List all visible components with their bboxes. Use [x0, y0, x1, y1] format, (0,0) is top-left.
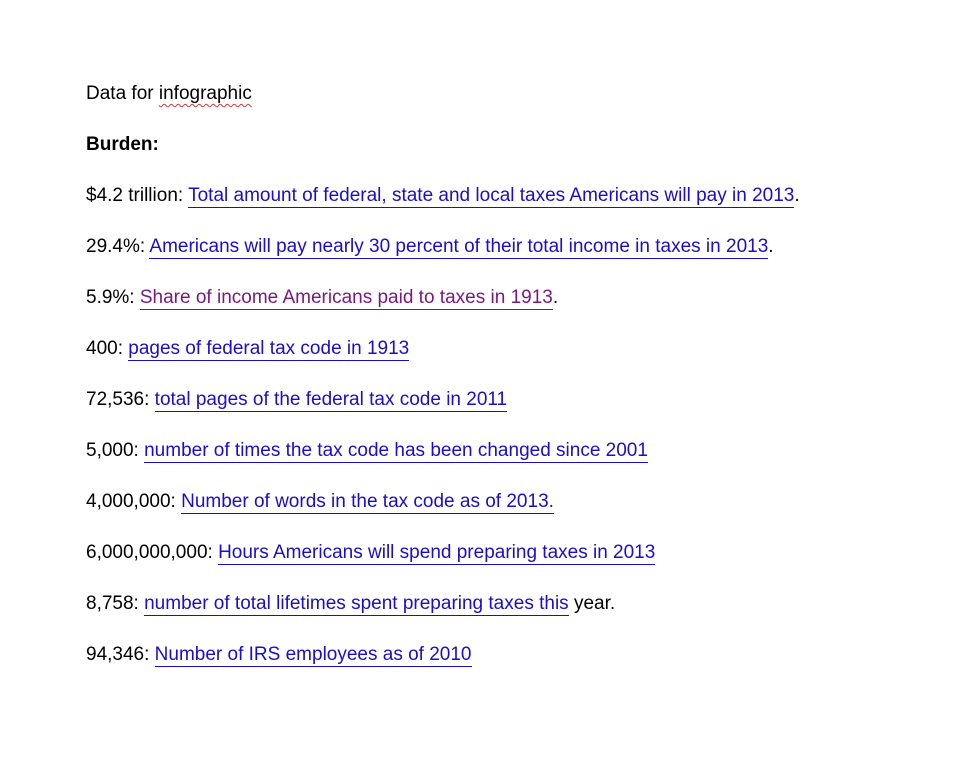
intro-line — [86, 80, 956, 108]
data-item — [86, 437, 956, 465]
intro-prefix: Data for — [86, 83, 159, 104]
source-link[interactable]: Americans will pay nearly 30 percent of their total income in taxes in 2013 — [149, 236, 769, 257]
item-value: 72,536: — [86, 389, 155, 410]
source-link[interactable]: Number of IRS employees as of 2010 — [154, 644, 472, 665]
data-item — [86, 539, 956, 567]
source-link[interactable]: pages of federal tax code in 1913 — [128, 338, 410, 359]
item-value: 8,758: — [86, 593, 145, 614]
item-value: 5,000: — [86, 440, 145, 461]
data-item — [86, 233, 956, 261]
item-value: 94,346: — [86, 644, 155, 665]
data-item — [86, 488, 956, 516]
misspelled-word[interactable]: infographic — [158, 83, 252, 104]
data-item — [86, 641, 956, 669]
item-value: 5.9%: — [86, 287, 140, 308]
document-body — [86, 80, 956, 692]
item-value: 29.4%: — [86, 236, 150, 257]
item-suffix: . — [794, 185, 800, 206]
data-item — [86, 182, 956, 210]
item-value: 400: — [86, 338, 129, 359]
data-item — [86, 335, 956, 363]
section-heading: Burden: — [86, 134, 159, 155]
item-value: $4.2 trillion: — [86, 185, 189, 206]
item-suffix: . — [768, 236, 774, 257]
source-link[interactable]: number of times the tax code has been changed since 2001 — [144, 440, 648, 461]
item-suffix: year. — [568, 593, 616, 614]
item-value: 4,000,000: — [86, 491, 182, 512]
data-item — [86, 386, 956, 414]
source-link-visited[interactable]: Share of income Americans paid to taxes in 1913 — [139, 287, 553, 308]
source-link[interactable]: Total amount of federal, state and local taxes Americans will pay in 2013 — [188, 185, 795, 206]
source-link[interactable]: Number of words in the tax code as of 2013. — [181, 491, 554, 512]
data-item — [86, 590, 956, 618]
source-link[interactable]: number of total lifetimes spent preparing taxes this — [144, 593, 569, 614]
item-value: 6,000,000,000: — [86, 542, 219, 563]
item-suffix: . — [552, 287, 559, 308]
data-item — [86, 284, 956, 312]
source-link[interactable]: total pages of the federal tax code in 2011 — [154, 389, 508, 410]
source-link[interactable]: Hours Americans will spend preparing taxes in 2013 — [218, 542, 656, 563]
